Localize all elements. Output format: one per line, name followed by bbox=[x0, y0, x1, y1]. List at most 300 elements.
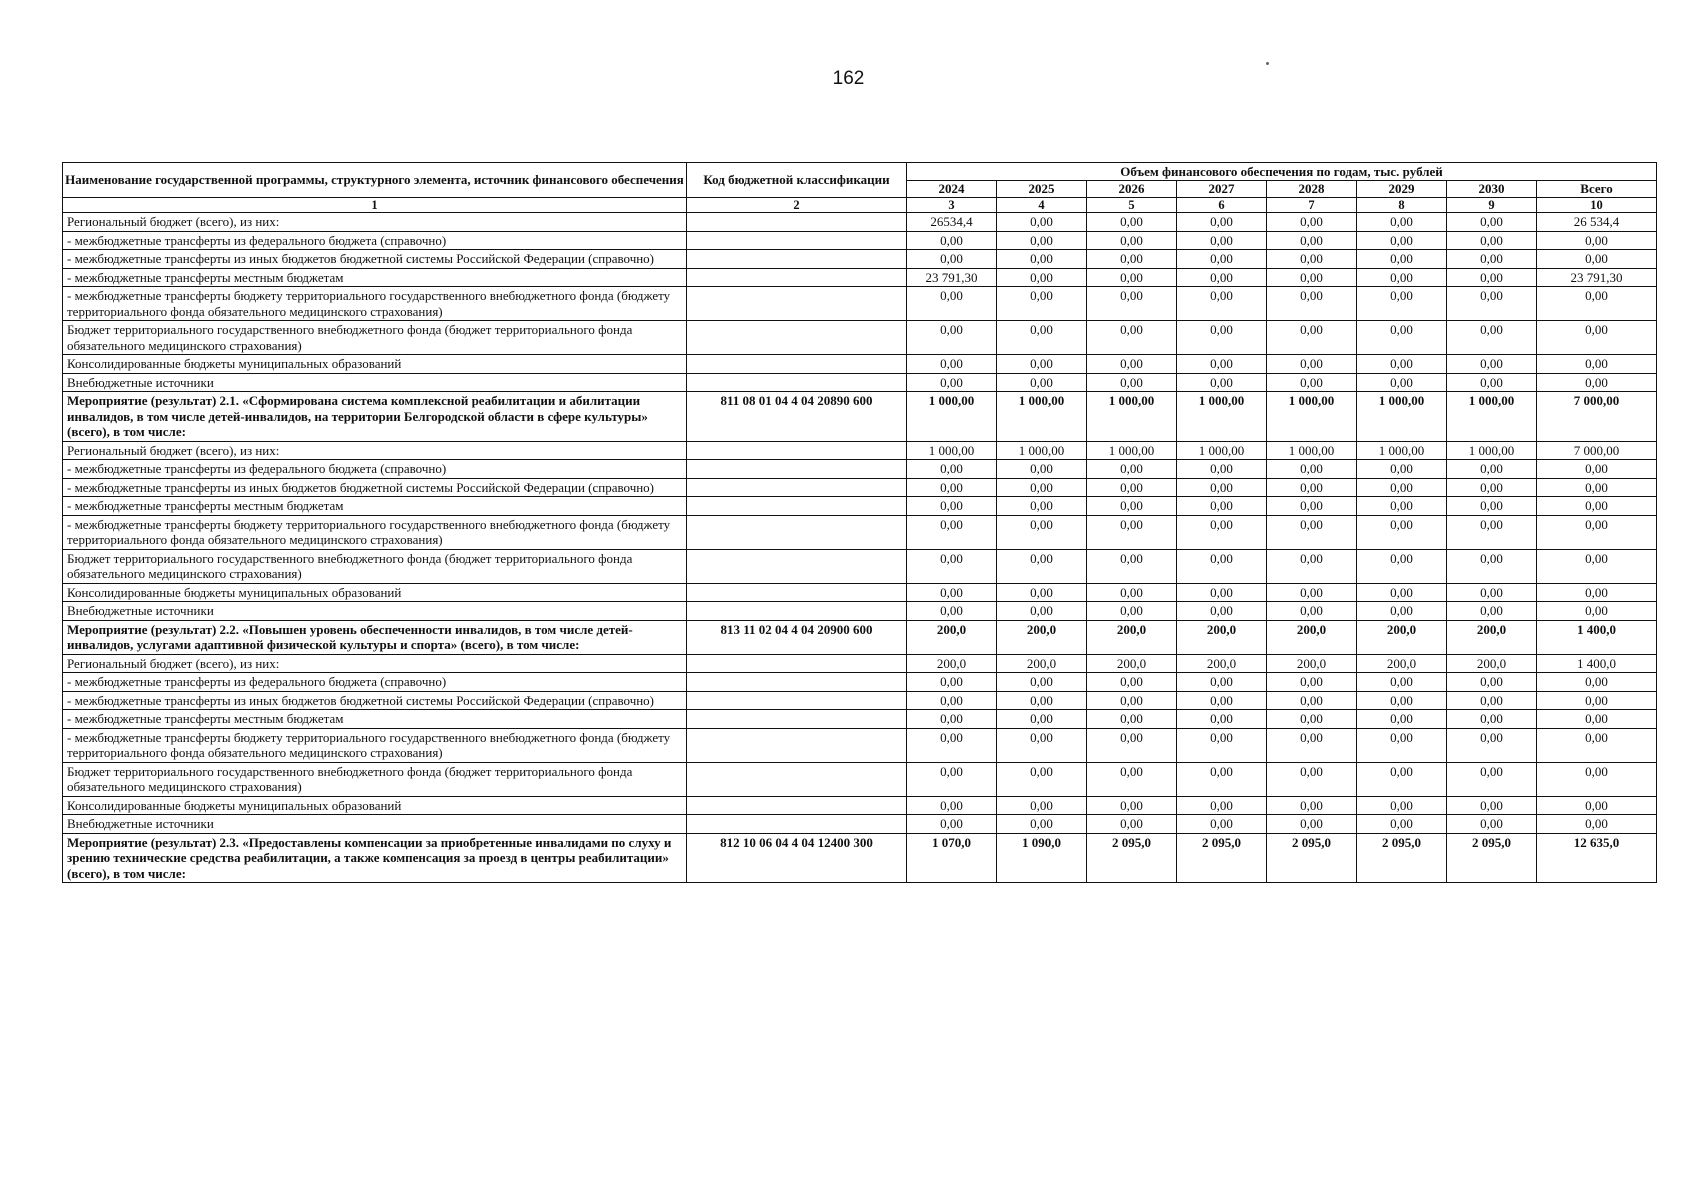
row-value: 0,00 bbox=[1177, 710, 1267, 729]
row-budget-code bbox=[687, 213, 907, 232]
row-value: 200,0 bbox=[997, 654, 1087, 673]
row-value: 0,00 bbox=[1177, 460, 1267, 479]
row-value: 0,00 bbox=[907, 478, 997, 497]
row-value: 0,00 bbox=[997, 373, 1087, 392]
table-row bbox=[63, 460, 1657, 479]
table-row bbox=[63, 815, 1657, 834]
row-budget-code bbox=[687, 728, 907, 762]
table-row bbox=[63, 287, 1657, 321]
row-value: 0,00 bbox=[1537, 762, 1657, 796]
row-name: Мероприятие (результат) 2.3. «Предоставлены компенсации за приобретенные инвалидами по слуху и зрению технические средства реабилитации, а также компенсация за проезд в центры реабилитации» (всего), в том числе: bbox=[63, 833, 687, 883]
row-value: 0,00 bbox=[1537, 691, 1657, 710]
row-value: 0,00 bbox=[1447, 250, 1537, 269]
row-value: 200,0 bbox=[1087, 620, 1177, 654]
row-value: 0,00 bbox=[1537, 710, 1657, 729]
financing-table bbox=[62, 162, 1657, 883]
row-budget-code bbox=[687, 691, 907, 710]
row-value: 0,00 bbox=[907, 231, 997, 250]
row-value: 1 000,00 bbox=[1087, 392, 1177, 442]
table-row bbox=[63, 355, 1657, 374]
row-budget-code bbox=[687, 460, 907, 479]
header-year: Всего bbox=[1537, 180, 1657, 198]
row-value: 0,00 bbox=[1177, 497, 1267, 516]
row-value: 0,00 bbox=[1447, 710, 1537, 729]
header-name: Наименование государственной программы, структурного элемента, источник финансового обеспечения bbox=[63, 163, 687, 198]
row-value: 0,00 bbox=[1447, 691, 1537, 710]
row-value: 0,00 bbox=[1267, 373, 1357, 392]
row-value: 0,00 bbox=[997, 583, 1087, 602]
row-value: 0,00 bbox=[997, 796, 1087, 815]
row-value: 0,00 bbox=[1357, 321, 1447, 355]
row-value: 0,00 bbox=[1537, 478, 1657, 497]
row-value: 0,00 bbox=[1357, 815, 1447, 834]
row-value: 0,00 bbox=[1537, 460, 1657, 479]
header-year: 2030 bbox=[1447, 180, 1537, 198]
header-column-number: 9 bbox=[1447, 198, 1537, 213]
row-value: 1 400,0 bbox=[1537, 620, 1657, 654]
row-name: Региональный бюджет (всего), из них: bbox=[63, 213, 687, 232]
header-column-number: 5 bbox=[1087, 198, 1177, 213]
row-value: 0,00 bbox=[907, 728, 997, 762]
row-value: 200,0 bbox=[1177, 654, 1267, 673]
row-value: 0,00 bbox=[1357, 515, 1447, 549]
row-value: 0,00 bbox=[907, 691, 997, 710]
row-budget-code bbox=[687, 478, 907, 497]
row-name: - межбюджетные трансферты бюджету территориального государственного внебюджетного фонда (бюджету территориального фонда обязательного медицинского страхования) bbox=[63, 515, 687, 549]
row-value: 0,00 bbox=[1537, 549, 1657, 583]
table-row bbox=[63, 478, 1657, 497]
row-value: 0,00 bbox=[1447, 549, 1537, 583]
row-value: 0,00 bbox=[1267, 673, 1357, 692]
row-value: 0,00 bbox=[1447, 231, 1537, 250]
row-value: 2 095,0 bbox=[1267, 833, 1357, 883]
row-value: 0,00 bbox=[1357, 373, 1447, 392]
row-value: 0,00 bbox=[1177, 355, 1267, 374]
row-value: 0,00 bbox=[1357, 762, 1447, 796]
row-name: - межбюджетные трансферты бюджету территориального государственного внебюджетного фонда (бюджету территориального фонда обязательного медицинского страхования) bbox=[63, 287, 687, 321]
row-value: 200,0 bbox=[1267, 654, 1357, 673]
row-name: - межбюджетные трансферты из иных бюджетов бюджетной системы Российской Федерации (справочно) bbox=[63, 691, 687, 710]
row-value: 0,00 bbox=[1087, 213, 1177, 232]
table-row bbox=[63, 250, 1657, 269]
row-value: 0,00 bbox=[1357, 710, 1447, 729]
table-row bbox=[63, 268, 1657, 287]
table-row bbox=[63, 497, 1657, 516]
row-value: 200,0 bbox=[1177, 620, 1267, 654]
row-value: 0,00 bbox=[1267, 691, 1357, 710]
row-budget-code bbox=[687, 602, 907, 621]
row-value: 0,00 bbox=[1177, 673, 1267, 692]
row-name: Внебюджетные источники bbox=[63, 602, 687, 621]
row-value: 0,00 bbox=[1447, 583, 1537, 602]
row-value: 1 000,00 bbox=[1177, 392, 1267, 442]
table-row-measure bbox=[63, 833, 1657, 883]
row-value: 0,00 bbox=[1267, 762, 1357, 796]
row-value: 0,00 bbox=[1537, 815, 1657, 834]
row-value: 0,00 bbox=[1087, 762, 1177, 796]
row-value: 0,00 bbox=[997, 355, 1087, 374]
row-value: 0,00 bbox=[1357, 268, 1447, 287]
row-value: 0,00 bbox=[1447, 287, 1537, 321]
row-value: 200,0 bbox=[1357, 620, 1447, 654]
row-name: - межбюджетные трансферты местным бюджетам bbox=[63, 268, 687, 287]
row-value: 0,00 bbox=[1177, 583, 1267, 602]
row-value: 200,0 bbox=[907, 654, 997, 673]
row-value: 0,00 bbox=[1537, 373, 1657, 392]
row-value: 26 534,4 bbox=[1537, 213, 1657, 232]
table-row bbox=[63, 213, 1657, 232]
row-value: 23 791,30 bbox=[1537, 268, 1657, 287]
row-value: 0,00 bbox=[1447, 321, 1537, 355]
row-value: 0,00 bbox=[1087, 549, 1177, 583]
header-year: 2029 bbox=[1357, 180, 1447, 198]
row-value: 0,00 bbox=[1267, 355, 1357, 374]
row-value: 0,00 bbox=[907, 460, 997, 479]
row-name: Мероприятие (результат) 2.2. «Повышен уровень обеспеченности инвалидов, в том числе детей-инвалидов, услугами адаптивной физической культуры и спорта» (всего), в том числе: bbox=[63, 620, 687, 654]
row-value: 0,00 bbox=[907, 497, 997, 516]
row-value: 0,00 bbox=[1177, 549, 1267, 583]
row-value: 0,00 bbox=[1447, 355, 1537, 374]
row-name: - межбюджетные трансферты из иных бюджетов бюджетной системы Российской Федерации (справочно) bbox=[63, 478, 687, 497]
row-budget-code bbox=[687, 355, 907, 374]
row-value: 200,0 bbox=[1447, 654, 1537, 673]
row-value: 1 000,00 bbox=[997, 441, 1087, 460]
header-column-number: 1 bbox=[63, 198, 687, 213]
header-volume: Объем финансового обеспечения по годам, тыс. рублей bbox=[907, 163, 1657, 181]
row-value: 0,00 bbox=[1087, 478, 1177, 497]
row-value: 0,00 bbox=[1447, 478, 1537, 497]
row-value: 1 000,00 bbox=[1267, 441, 1357, 460]
row-budget-code bbox=[687, 250, 907, 269]
row-value: 0,00 bbox=[1267, 213, 1357, 232]
row-value: 0,00 bbox=[1177, 602, 1267, 621]
row-value: 0,00 bbox=[997, 762, 1087, 796]
row-value: 1 000,00 bbox=[1447, 441, 1537, 460]
table-row bbox=[63, 373, 1657, 392]
row-value: 0,00 bbox=[907, 673, 997, 692]
row-name: - межбюджетные трансферты из федерального бюджета (справочно) bbox=[63, 673, 687, 692]
row-value: 0,00 bbox=[1087, 373, 1177, 392]
header-column-number: 8 bbox=[1357, 198, 1447, 213]
row-value: 0,00 bbox=[1267, 478, 1357, 497]
row-value: 0,00 bbox=[1087, 515, 1177, 549]
row-value: 23 791,30 bbox=[907, 268, 997, 287]
row-value: 0,00 bbox=[907, 321, 997, 355]
row-value: 0,00 bbox=[1087, 355, 1177, 374]
row-name: Бюджет территориального государственного внебюджетного фонда (бюджет территориального фонда обязательного медицинского страхования) bbox=[63, 762, 687, 796]
row-value: 0,00 bbox=[907, 710, 997, 729]
table-row bbox=[63, 691, 1657, 710]
table-row bbox=[63, 321, 1657, 355]
row-value: 0,00 bbox=[907, 373, 997, 392]
row-value: 2 095,0 bbox=[1177, 833, 1267, 883]
row-value: 0,00 bbox=[1087, 583, 1177, 602]
row-value: 2 095,0 bbox=[1447, 833, 1537, 883]
row-value: 0,00 bbox=[1087, 460, 1177, 479]
row-budget-code bbox=[687, 231, 907, 250]
row-value: 0,00 bbox=[1357, 796, 1447, 815]
row-budget-code bbox=[687, 710, 907, 729]
row-value: 0,00 bbox=[907, 796, 997, 815]
row-value: 1 400,0 bbox=[1537, 654, 1657, 673]
row-budget-code bbox=[687, 515, 907, 549]
row-value: 0,00 bbox=[997, 549, 1087, 583]
row-value: 0,00 bbox=[1087, 710, 1177, 729]
row-value: 0,00 bbox=[907, 287, 997, 321]
row-value: 0,00 bbox=[1447, 497, 1537, 516]
row-value: 0,00 bbox=[997, 460, 1087, 479]
row-name: Консолидированные бюджеты муниципальных образований bbox=[63, 355, 687, 374]
row-name: Региональный бюджет (всего), из них: bbox=[63, 441, 687, 460]
row-value: 0,00 bbox=[1447, 373, 1537, 392]
header-year: 2026 bbox=[1087, 180, 1177, 198]
row-budget-code bbox=[687, 796, 907, 815]
row-budget-code bbox=[687, 762, 907, 796]
row-value: 0,00 bbox=[1357, 691, 1447, 710]
row-value: 0,00 bbox=[1087, 321, 1177, 355]
row-value: 0,00 bbox=[1087, 602, 1177, 621]
row-value: 0,00 bbox=[1537, 231, 1657, 250]
row-value: 0,00 bbox=[997, 250, 1087, 269]
row-value: 0,00 bbox=[1087, 497, 1177, 516]
row-value: 0,00 bbox=[1357, 478, 1447, 497]
row-value: 0,00 bbox=[907, 355, 997, 374]
row-value: 0,00 bbox=[1267, 815, 1357, 834]
row-budget-code bbox=[687, 673, 907, 692]
row-value: 0,00 bbox=[1537, 796, 1657, 815]
table-row-measure bbox=[63, 620, 1657, 654]
header-column-number: 7 bbox=[1267, 198, 1357, 213]
row-value: 0,00 bbox=[1267, 602, 1357, 621]
row-value: 1 090,0 bbox=[997, 833, 1087, 883]
row-value: 0,00 bbox=[1267, 250, 1357, 269]
table-row bbox=[63, 796, 1657, 815]
row-budget-code bbox=[687, 373, 907, 392]
row-value: 0,00 bbox=[1087, 287, 1177, 321]
row-value: 0,00 bbox=[1087, 673, 1177, 692]
row-value: 0,00 bbox=[1357, 583, 1447, 602]
row-value: 0,00 bbox=[1447, 602, 1537, 621]
row-name: Внебюджетные источники bbox=[63, 815, 687, 834]
row-budget-code bbox=[687, 287, 907, 321]
row-value: 0,00 bbox=[1357, 673, 1447, 692]
row-value: 0,00 bbox=[1267, 460, 1357, 479]
row-value: 0,00 bbox=[1357, 250, 1447, 269]
row-value: 0,00 bbox=[1087, 250, 1177, 269]
header-column-number: 2 bbox=[687, 198, 907, 213]
header-year: 2025 bbox=[997, 180, 1087, 198]
row-value: 0,00 bbox=[1177, 231, 1267, 250]
row-value: 200,0 bbox=[997, 620, 1087, 654]
row-value: 200,0 bbox=[1357, 654, 1447, 673]
row-value: 0,00 bbox=[1177, 515, 1267, 549]
row-value: 0,00 bbox=[1357, 497, 1447, 516]
header-column-number: 6 bbox=[1177, 198, 1267, 213]
row-value: 1 000,00 bbox=[1267, 392, 1357, 442]
row-value: 0,00 bbox=[907, 583, 997, 602]
table-row bbox=[63, 231, 1657, 250]
row-value: 12 635,0 bbox=[1537, 833, 1657, 883]
row-value: 200,0 bbox=[1447, 620, 1537, 654]
row-budget-code: 811 08 01 04 4 04 20890 600 bbox=[687, 392, 907, 442]
row-value: 0,00 bbox=[1087, 231, 1177, 250]
table-row bbox=[63, 654, 1657, 673]
row-value: 0,00 bbox=[1177, 213, 1267, 232]
row-value: 0,00 bbox=[1267, 549, 1357, 583]
row-value: 0,00 bbox=[1537, 728, 1657, 762]
row-value: 1 000,00 bbox=[1177, 441, 1267, 460]
header-year: 2024 bbox=[907, 180, 997, 198]
row-value: 0,00 bbox=[907, 549, 997, 583]
row-budget-code bbox=[687, 583, 907, 602]
row-value: 0,00 bbox=[1177, 287, 1267, 321]
row-name: - межбюджетные трансферты из федерального бюджета (справочно) bbox=[63, 231, 687, 250]
row-value: 0,00 bbox=[907, 815, 997, 834]
row-name: Мероприятие (результат) 2.1. «Сформирована система комплексной реабилитации и абилитации инвалидов, в том числе детей-инвалидов, на территории Белгородской области в сфере культуры» (всего), в том числе: bbox=[63, 392, 687, 442]
row-value: 0,00 bbox=[1177, 250, 1267, 269]
row-value: 0,00 bbox=[997, 231, 1087, 250]
header-column-number: 4 bbox=[997, 198, 1087, 213]
header-column-number: 10 bbox=[1537, 198, 1657, 213]
table-row bbox=[63, 583, 1657, 602]
row-value: 1 000,00 bbox=[907, 392, 997, 442]
row-value: 0,00 bbox=[1537, 250, 1657, 269]
row-value: 0,00 bbox=[1267, 728, 1357, 762]
row-value: 0,00 bbox=[1267, 796, 1357, 815]
row-value: 0,00 bbox=[1447, 460, 1537, 479]
row-value: 0,00 bbox=[1267, 268, 1357, 287]
row-value: 2 095,0 bbox=[1087, 833, 1177, 883]
row-value: 0,00 bbox=[1537, 515, 1657, 549]
row-value: 0,00 bbox=[1267, 497, 1357, 516]
row-budget-code bbox=[687, 497, 907, 516]
row-value: 200,0 bbox=[1267, 620, 1357, 654]
row-value: 0,00 bbox=[1087, 815, 1177, 834]
row-value: 0,00 bbox=[997, 602, 1087, 621]
row-value: 0,00 bbox=[1267, 321, 1357, 355]
row-name: - межбюджетные трансферты из иных бюджетов бюджетной системы Российской Федерации (справочно) bbox=[63, 250, 687, 269]
row-budget-code bbox=[687, 268, 907, 287]
row-name: Внебюджетные источники bbox=[63, 373, 687, 392]
table-row bbox=[63, 441, 1657, 460]
row-value: 0,00 bbox=[997, 691, 1087, 710]
row-value: 0,00 bbox=[1267, 287, 1357, 321]
row-value: 0,00 bbox=[1537, 497, 1657, 516]
row-value: 0,00 bbox=[997, 728, 1087, 762]
row-value: 0,00 bbox=[1537, 287, 1657, 321]
row-value: 0,00 bbox=[907, 602, 997, 621]
row-value: 0,00 bbox=[1537, 321, 1657, 355]
row-value: 0,00 bbox=[1357, 213, 1447, 232]
row-name: - межбюджетные трансферты из федерального бюджета (справочно) bbox=[63, 460, 687, 479]
row-value: 0,00 bbox=[1267, 583, 1357, 602]
row-value: 0,00 bbox=[997, 710, 1087, 729]
row-value: 0,00 bbox=[1357, 355, 1447, 374]
row-name: Бюджет территориального государственного внебюджетного фонда (бюджет территориального фонда обязательного медицинского страхования) bbox=[63, 549, 687, 583]
row-value: 1 000,00 bbox=[1357, 441, 1447, 460]
row-value: 1 000,00 bbox=[1447, 392, 1537, 442]
row-value: 0,00 bbox=[1267, 231, 1357, 250]
row-value: 0,00 bbox=[1357, 287, 1447, 321]
row-name: Региональный бюджет (всего), из них: bbox=[63, 654, 687, 673]
scan-speck bbox=[1266, 62, 1269, 65]
row-value: 0,00 bbox=[997, 497, 1087, 516]
row-name: - межбюджетные трансферты местным бюджетам bbox=[63, 710, 687, 729]
row-name: - межбюджетные трансферты бюджету территориального государственного внебюджетного фонда (бюджету территориального фонда обязательного медицинского страхования) bbox=[63, 728, 687, 762]
row-value: 0,00 bbox=[1177, 796, 1267, 815]
row-value: 0,00 bbox=[997, 815, 1087, 834]
row-value: 0,00 bbox=[1267, 515, 1357, 549]
row-value: 0,00 bbox=[997, 268, 1087, 287]
row-value: 0,00 bbox=[907, 762, 997, 796]
table-row bbox=[63, 515, 1657, 549]
header-column-number: 3 bbox=[907, 198, 997, 213]
row-value: 0,00 bbox=[1357, 728, 1447, 762]
table-row bbox=[63, 710, 1657, 729]
row-value: 0,00 bbox=[1537, 602, 1657, 621]
row-value: 1 000,00 bbox=[1357, 392, 1447, 442]
row-value: 0,00 bbox=[1537, 673, 1657, 692]
row-value: 0,00 bbox=[1177, 815, 1267, 834]
row-value: 0,00 bbox=[1177, 728, 1267, 762]
row-value: 26534,4 bbox=[907, 213, 997, 232]
row-name: Консолидированные бюджеты муниципальных образований bbox=[63, 796, 687, 815]
row-value: 2 095,0 bbox=[1357, 833, 1447, 883]
row-value: 1 070,0 bbox=[907, 833, 997, 883]
row-budget-code: 813 11 02 04 4 04 20900 600 bbox=[687, 620, 907, 654]
header-code: Код бюджетной классификации bbox=[687, 163, 907, 198]
row-value: 7 000,00 bbox=[1537, 392, 1657, 442]
row-value: 0,00 bbox=[1537, 583, 1657, 602]
row-value: 0,00 bbox=[1177, 268, 1267, 287]
page-number: 162 bbox=[832, 68, 865, 89]
row-name: - межбюджетные трансферты местным бюджетам bbox=[63, 497, 687, 516]
table-row bbox=[63, 762, 1657, 796]
row-value: 0,00 bbox=[997, 478, 1087, 497]
row-value: 1 000,00 bbox=[997, 392, 1087, 442]
row-value: 0,00 bbox=[1447, 673, 1537, 692]
row-value: 0,00 bbox=[997, 213, 1087, 232]
row-value: 0,00 bbox=[1357, 602, 1447, 621]
row-value: 200,0 bbox=[1087, 654, 1177, 673]
row-budget-code bbox=[687, 654, 907, 673]
row-value: 0,00 bbox=[1177, 373, 1267, 392]
row-value: 0,00 bbox=[1087, 728, 1177, 762]
row-value: 0,00 bbox=[1177, 762, 1267, 796]
table-row bbox=[63, 673, 1657, 692]
row-budget-code bbox=[687, 549, 907, 583]
row-budget-code bbox=[687, 321, 907, 355]
row-value: 0,00 bbox=[1447, 268, 1537, 287]
table-row bbox=[63, 728, 1657, 762]
row-value: 0,00 bbox=[997, 515, 1087, 549]
row-value: 0,00 bbox=[1447, 213, 1537, 232]
row-value: 0,00 bbox=[1267, 710, 1357, 729]
header-year: 2028 bbox=[1267, 180, 1357, 198]
table-row-measure bbox=[63, 392, 1657, 442]
row-value: 200,0 bbox=[907, 620, 997, 654]
row-value: 0,00 bbox=[1357, 549, 1447, 583]
row-value: 0,00 bbox=[1447, 728, 1537, 762]
row-name: Бюджет территориального государственного внебюджетного фонда (бюджет территориального фонда обязательного медицинского страхования) bbox=[63, 321, 687, 355]
row-budget-code bbox=[687, 441, 907, 460]
row-value: 0,00 bbox=[1177, 321, 1267, 355]
row-value: 0,00 bbox=[1447, 515, 1537, 549]
table-row bbox=[63, 602, 1657, 621]
row-value: 0,00 bbox=[1087, 691, 1177, 710]
row-value: 0,00 bbox=[1087, 796, 1177, 815]
row-value: 0,00 bbox=[907, 515, 997, 549]
